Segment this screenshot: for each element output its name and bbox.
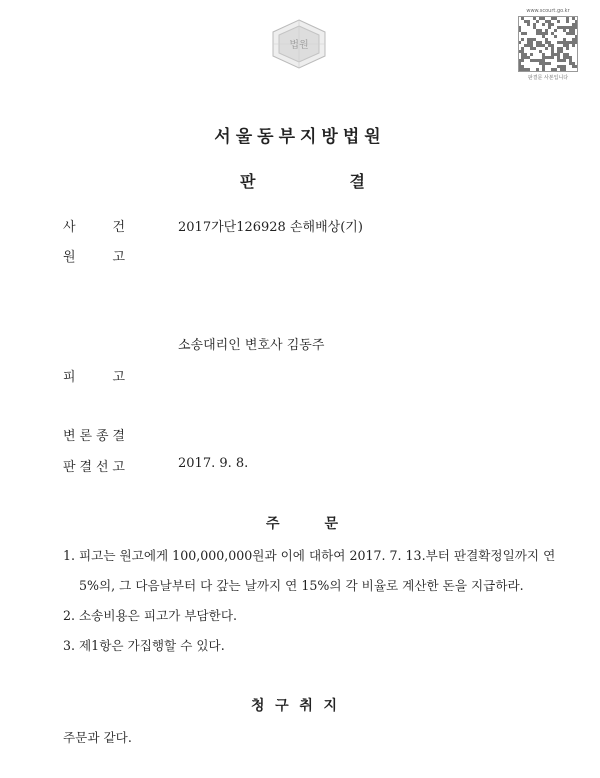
value-judgment-date: 2017. 9. 8. <box>178 456 249 471</box>
emblem-text: 법원 <box>289 40 309 51</box>
qr-url: www.scourt.go.kr <box>526 8 570 14</box>
order-item: 3. 제1항은 가집행할 수 있다. <box>63 638 225 653</box>
label-case: 사 건 <box>63 220 125 235</box>
label-hearing-closed: 변 론 종 결 <box>63 429 125 444</box>
qr-block <box>514 8 582 81</box>
title-char: 결 <box>349 172 365 191</box>
value-case: 2017가단126928 손해배상(기) <box>178 220 363 235</box>
title-char: 판 <box>240 172 256 191</box>
claim-title: 청 구 취 지 <box>251 698 337 714</box>
label-defendant: 피 고 <box>63 370 125 385</box>
label-judgment-date: 판 결 선 고 <box>63 460 125 475</box>
qr-caption: 판결문 사본입니다 <box>527 75 569 81</box>
order-item-continued: 5%의, 그 다음날부터 다 갚는 날까지 연 15%의 각 비율로 계산한 돈을 지급하라. <box>79 578 524 593</box>
court-emblem <box>270 18 328 70</box>
document-title <box>240 169 365 192</box>
order-item: 2. 소송비용은 피고가 부담한다. <box>63 608 238 623</box>
label-plaintiff: 원 고 <box>63 250 125 265</box>
value-attorney: 소송대리인 변호사 김동주 <box>178 338 325 353</box>
order-title: 주 문 <box>266 516 338 532</box>
court-name: 서울동부지방법원 <box>214 127 386 147</box>
claim-text: 주문과 같다. <box>63 730 132 745</box>
order-item: 1. 피고는 원고에게 100,000,000원과 이에 대하여 2017. 7. 13.부터 판결확정일까지 연 <box>63 548 556 563</box>
qr-code-icon <box>518 16 578 72</box>
